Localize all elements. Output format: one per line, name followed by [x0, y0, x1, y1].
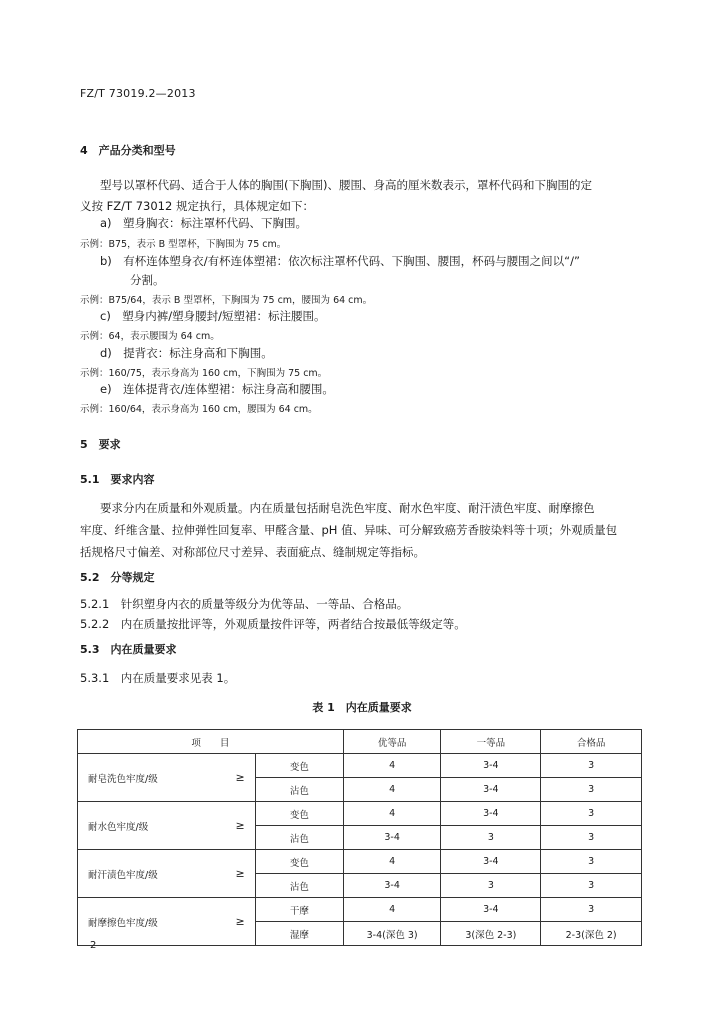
row-name: 耐皂洗色牢度/级 — [78, 754, 226, 802]
sub-label: 沾色 — [256, 874, 344, 898]
cell-value: 3-4 — [441, 898, 541, 922]
page-number: 2 — [90, 940, 97, 951]
section-4-intro-line2: 义按 FZ/T 73012 规定执行，具体规定如下： — [80, 199, 314, 213]
item-c-example: 示例：64，表示腰围为 64 cm。 — [80, 331, 220, 342]
item-b-line1: b) 有杯连体塑身衣/有杯连体塑裙：依次标注罩杯代码、下胸围、腰围，杯码与腰围之间以“/” — [100, 254, 580, 268]
section-5-1-line3: 括规格尺寸偏差、对称部位尺寸差异、表面疵点、缝制规定等指标。 — [80, 545, 425, 559]
cell-value: 3-4 — [441, 802, 541, 826]
cell-value: 4 — [343, 898, 441, 922]
item-b-example: 示例：B75/64，表示 B 型罩杯，下胸围为 75 cm，腰围为 64 cm。 — [80, 295, 373, 306]
cell-value: 3-4 — [441, 850, 541, 874]
item-c: c) 塑身内裤/塑身腰封/短塑裙：标注腰围。 — [100, 309, 326, 323]
table-1-title: 表 1 内在质量要求 — [312, 701, 412, 714]
item-e: e) 连体提背衣/连体塑裙：标注身高和腰围。 — [100, 382, 334, 396]
header-item: 项 目 — [78, 730, 344, 754]
cell-value: 3 — [541, 874, 642, 898]
header-grade-superior: 优等品 — [343, 730, 441, 754]
section-5-1-line2: 牢度、纤维含量、拉伸弹性回复率、甲醛含量、pH 值、异味、可分解致癌芳香胺染料等十项；外观质量包 — [80, 523, 618, 537]
item-a-example: 示例：B75，表示 B 型罩杯，下胸围为 75 cm。 — [80, 239, 287, 250]
row-name: 耐汗渍色牢度/级 — [78, 850, 226, 898]
cell-value: 3 — [541, 898, 642, 922]
item-d-example: 示例：160/75，表示身高为 160 cm，下胸围为 75 cm。 — [80, 368, 328, 379]
cell-value: 3-4 — [343, 826, 441, 850]
cell-value: 3 — [541, 778, 642, 802]
item-e-example: 示例：160/64，表示身高为 160 cm，腰围为 64 cm。 — [80, 404, 318, 415]
section-5-2-2: 5.2.2 内在质量按批评等，外观质量按件评等，两者结合按最低等级定等。 — [80, 617, 466, 631]
cell-value: 3(深色 2-3) — [441, 922, 541, 946]
section-5-3-title: 5.3 内在质量要求 — [80, 643, 177, 656]
cell-value: 4 — [343, 778, 441, 802]
cell-value: 3 — [441, 874, 541, 898]
sub-label: 沾色 — [256, 778, 344, 802]
sub-label: 沾色 — [256, 826, 344, 850]
sub-label: 变色 — [256, 802, 344, 826]
row-operator: ≥ — [225, 754, 255, 802]
table-header-row — [78, 730, 642, 754]
table-row — [78, 802, 642, 826]
cell-value: 3-4(深色 3) — [343, 922, 441, 946]
cell-value: 3 — [541, 802, 642, 826]
row-name: 耐水色牢度/级 — [78, 802, 226, 850]
table-row — [78, 898, 642, 922]
row-operator: ≥ — [225, 850, 255, 898]
table-row — [78, 850, 642, 874]
sub-label: 湿摩 — [256, 922, 344, 946]
section-5-2-1: 5.2.1 针织塑身内衣的质量等级分为优等品、一等品、合格品。 — [80, 597, 409, 611]
sub-label: 变色 — [256, 754, 344, 778]
sub-label: 变色 — [256, 850, 344, 874]
header-grade-qualified: 合格品 — [541, 730, 642, 754]
sub-label: 干摩 — [256, 898, 344, 922]
cell-value: 3-4 — [343, 874, 441, 898]
row-operator: ≥ — [225, 802, 255, 850]
header-grade-first: 一等品 — [441, 730, 541, 754]
row-name: 耐摩擦色牢度/级 — [78, 898, 226, 946]
section-5-title: 5 要求 — [80, 438, 121, 451]
row-operator: ≥ — [225, 898, 255, 946]
section-5-2-title: 5.2 分等规定 — [80, 571, 155, 584]
item-b-line2: 分割。 — [130, 273, 165, 287]
cell-value: 2-3(深色 2) — [541, 922, 642, 946]
cell-value: 3 — [541, 850, 642, 874]
section-4-title: 4 产品分类和型号 — [80, 144, 176, 157]
standard-code: FZ/T 73019.2—2013 — [80, 87, 196, 100]
section-5-3-1: 5.3.1 内在质量要求见表 1。 — [80, 671, 236, 685]
quality-requirements-table — [77, 729, 642, 946]
cell-value: 4 — [343, 850, 441, 874]
table-row — [78, 754, 642, 778]
cell-value: 3 — [441, 826, 541, 850]
item-d: d) 提背衣：标注身高和下胸围。 — [100, 346, 273, 360]
cell-value: 3 — [541, 826, 642, 850]
cell-value: 4 — [343, 754, 441, 778]
section-5-1-title: 5.1 要求内容 — [80, 473, 155, 486]
cell-value: 3-4 — [441, 778, 541, 802]
item-a: a) 塑身胸衣：标注罩杯代码、下胸围。 — [100, 216, 308, 230]
cell-value: 3-4 — [441, 754, 541, 778]
section-4-intro-line1: 型号以罩杯代码、适合于人体的胸围(下胸围)、腰围、身高的厘米数表示，罩杯代码和下胸围的定 — [100, 178, 592, 192]
section-5-1-line1: 要求分内在质量和外观质量。内在质量包括耐皂洗色牢度、耐水色牢度、耐汗渍色牢度、耐摩擦色 — [100, 501, 595, 515]
cell-value: 4 — [343, 802, 441, 826]
cell-value: 3 — [541, 754, 642, 778]
